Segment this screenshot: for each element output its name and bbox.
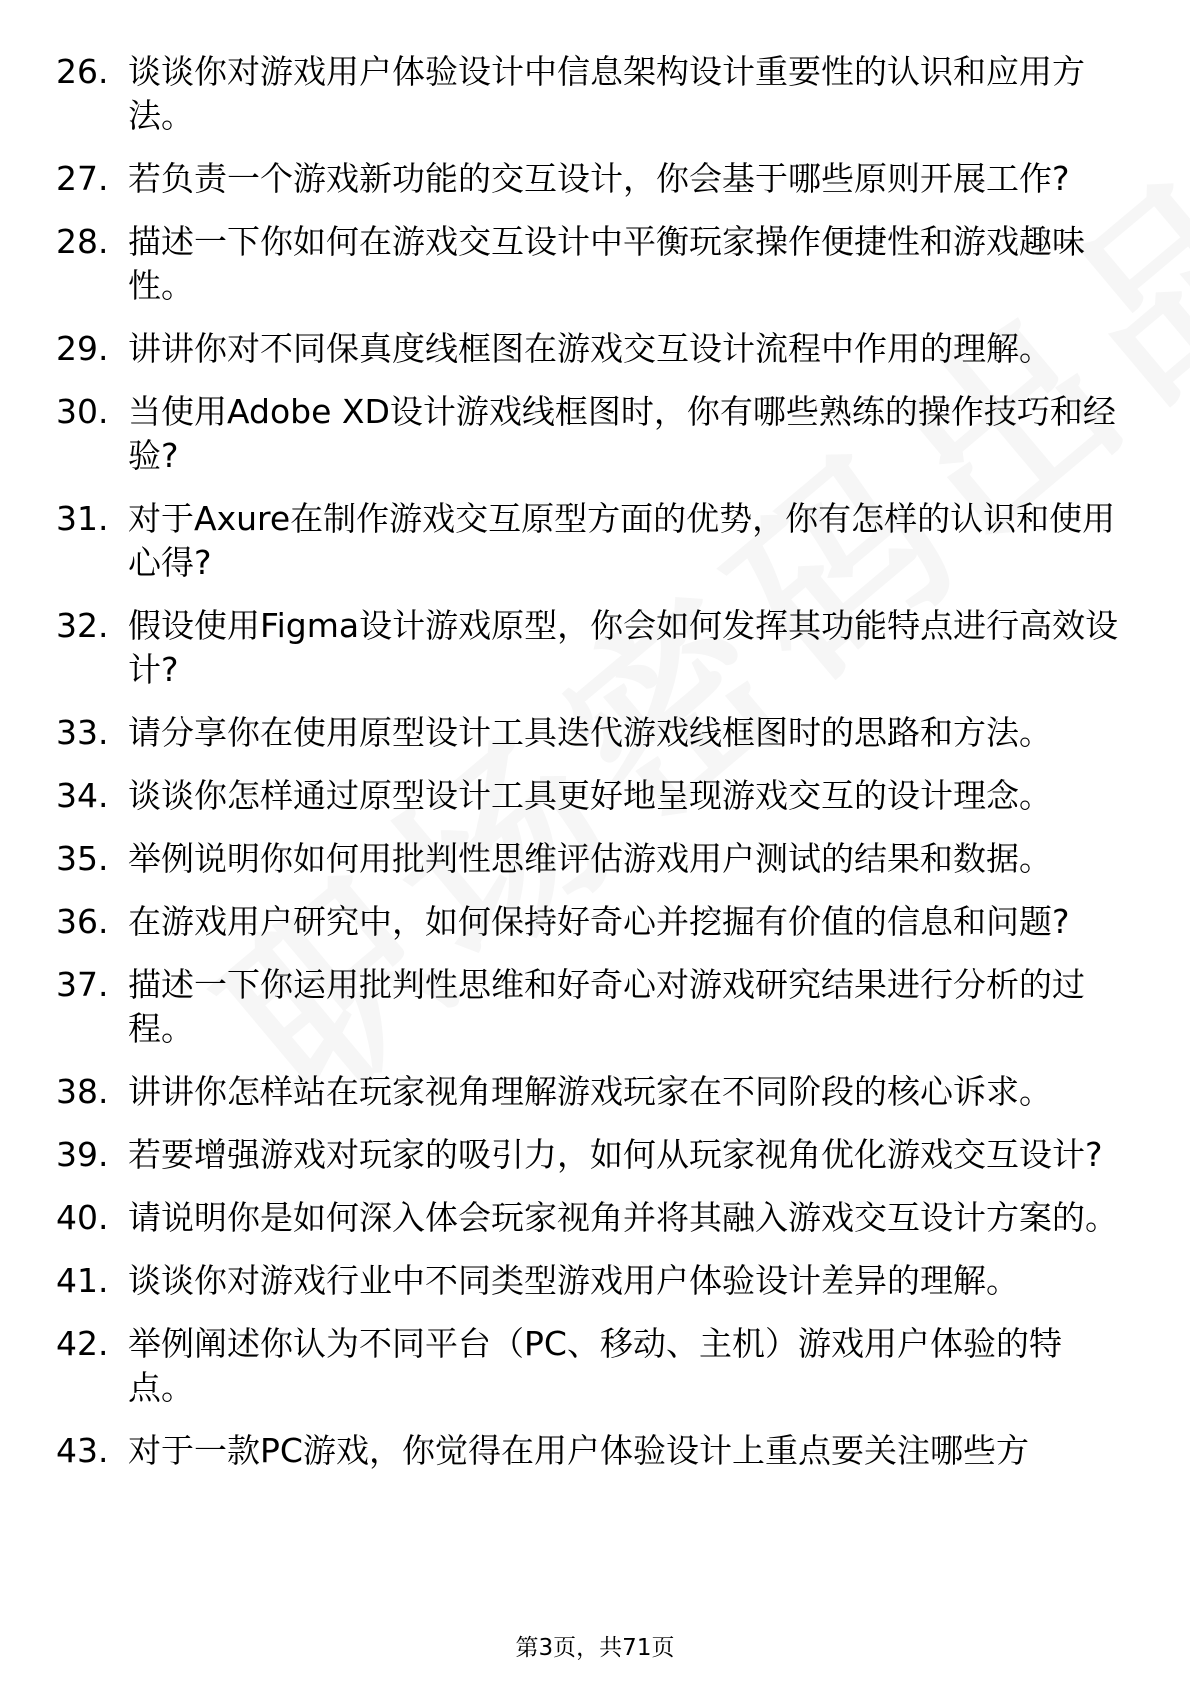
question-number: 27. [56, 159, 109, 198]
question-number: 38. [56, 1072, 109, 1111]
question-text: 谈谈你对游戏用户体验设计中信息架构设计重要性的认识和应用方法。 [128, 52, 1085, 135]
question-item-43 [0, 1429, 1190, 1473]
question-item-40 [0, 1196, 1190, 1240]
question-item-28 [0, 220, 1190, 308]
question-text: 请分享你在使用原型设计工具迭代游戏线框图时的思路和方法。 [128, 713, 1052, 752]
question-text: 对于一款PC游戏，你觉得在用户体验设计上重点要关注哪些方 [128, 1431, 1029, 1470]
page-footer [0, 1633, 1190, 1663]
question-item-39 [0, 1133, 1190, 1177]
page-number-label: 第3页，共71页 [515, 1635, 675, 1661]
question-number: 43. [56, 1431, 109, 1470]
question-text: 讲讲你怎样站在玩家视角理解游戏玩家在不同阶段的核心诉求。 [128, 1072, 1052, 1111]
question-item-36 [0, 900, 1190, 944]
question-number: 34. [56, 776, 109, 815]
question-item-31 [0, 497, 1190, 585]
question-text: 若负责一个游戏新功能的交互设计，你会基于哪些原则开展工作? [128, 159, 1070, 198]
question-text: 若要增强游戏对玩家的吸引力，如何从玩家视角优化游戏交互设计? [128, 1135, 1103, 1174]
question-text: 举例阐述你认为不同平台（PC、移动、主机）游戏用户体验的特点。 [128, 1324, 1062, 1407]
question-item-32 [0, 604, 1190, 692]
question-number: 31. [56, 499, 109, 538]
question-text: 在游戏用户研究中，如何保持好奇心并挖掘有价值的信息和问题? [128, 902, 1070, 941]
question-text: 举例说明你如何用批判性思维评估游戏用户测试的结果和数据。 [128, 839, 1052, 878]
question-number: 33. [56, 713, 109, 752]
question-number: 36. [56, 902, 109, 941]
question-text: 描述一下你运用批判性思维和好奇心对游戏研究结果进行分析的过程。 [128, 965, 1085, 1048]
question-text: 讲讲你对不同保真度线框图在游戏交互设计流程中作用的理解。 [128, 329, 1052, 368]
question-item-35 [0, 837, 1190, 881]
question-text: 对于Axure在制作游戏交互原型方面的优势，你有怎样的认识和使用心得? [128, 499, 1116, 582]
question-item-30 [0, 390, 1190, 478]
question-item-42 [0, 1322, 1190, 1410]
question-number: 37. [56, 965, 109, 1004]
question-text: 当使用Adobe XD设计游戏线框图时，你有哪些熟练的操作技巧和经验? [128, 392, 1116, 475]
question-text: 请说明你是如何深入体会玩家视角并将其融入游戏交互设计方案的。 [128, 1198, 1118, 1237]
question-number: 28. [56, 222, 109, 261]
question-item-37 [0, 963, 1190, 1051]
question-item-27 [0, 157, 1190, 201]
question-number: 29. [56, 329, 109, 368]
question-text: 假设使用Figma设计游戏原型，你会如何发挥其功能特点进行高效设计? [128, 606, 1119, 689]
question-number: 42. [56, 1324, 109, 1363]
question-number: 39. [56, 1135, 109, 1174]
question-text: 谈谈你对游戏行业中不同类型游戏用户体验设计差异的理解。 [128, 1261, 1019, 1300]
question-list [0, 50, 1190, 1492]
question-text: 谈谈你怎样通过原型设计工具更好地呈现游戏交互的设计理念。 [128, 776, 1052, 815]
question-text: 描述一下你如何在游戏交互设计中平衡玩家操作便捷性和游戏趣味性。 [128, 222, 1085, 305]
question-item-34 [0, 774, 1190, 818]
question-number: 30. [56, 392, 109, 431]
question-item-41 [0, 1259, 1190, 1303]
question-number: 32. [56, 606, 109, 645]
question-item-38 [0, 1070, 1190, 1114]
question-number: 35. [56, 839, 109, 878]
question-item-26 [0, 50, 1190, 138]
question-number: 41. [56, 1261, 109, 1300]
question-item-33 [0, 711, 1190, 755]
question-number: 26. [56, 52, 109, 91]
question-item-29 [0, 327, 1190, 371]
question-number: 40. [56, 1198, 109, 1237]
